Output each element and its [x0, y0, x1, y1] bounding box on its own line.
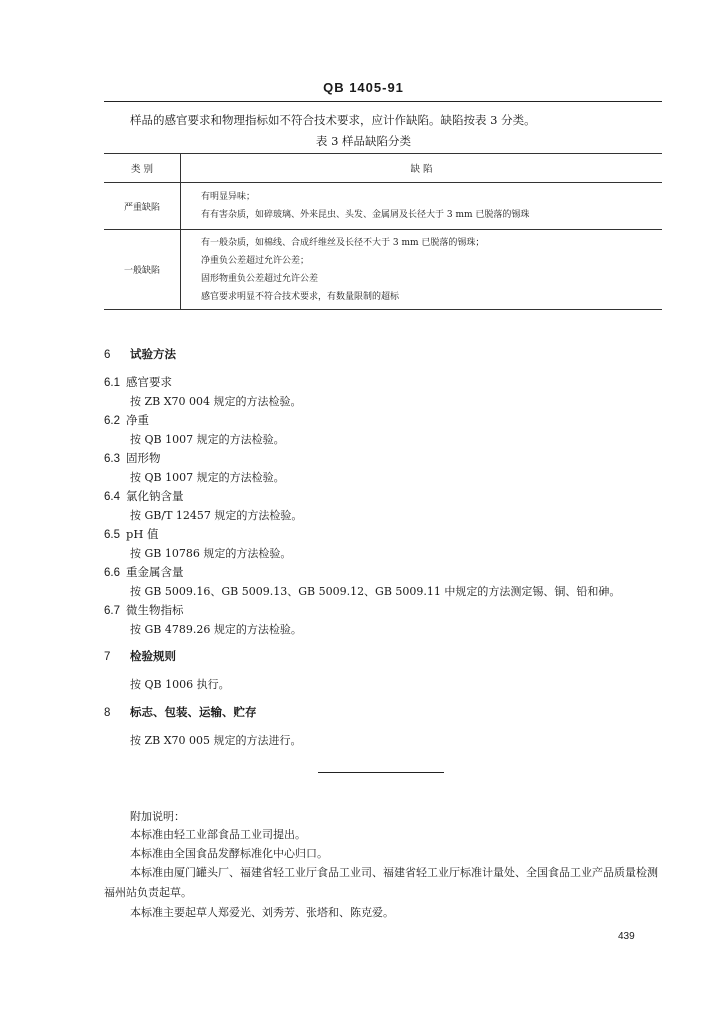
subsection-heading: 6.5 pH 值: [104, 527, 159, 541]
section-heading: 6 试验方法: [104, 347, 176, 361]
subsection-body: 按 GB 4789.26 规定的方法检验。: [130, 623, 302, 636]
standard-code-header: QB 1405-91: [323, 80, 404, 95]
intro-paragraph: 样品的感官要求和物理指标如不符合技术要求，应计作缺陷。缺陷按表 3 分类。: [130, 113, 536, 127]
defect-item: 有有害杂质，如碎玻璃、外来昆虫、头发、金属屑及长径大于 3 mm 已脱落的锡珠: [201, 210, 530, 220]
subsection-heading: 6.2 净重: [104, 413, 149, 427]
note-line: 本标准主要起草人郑爱光、刘秀芳、张塔和、陈克爱。: [130, 906, 394, 919]
subsection-body: 按 GB 5009.16、GB 5009.13、GB 5009.12、GB 5009.11 中规定的方法测定锡、铜、铅和砷。: [130, 585, 621, 598]
subsection-body: 按 QB 1007 规定的方法检验。: [130, 433, 285, 446]
subsection-body: 按 ZB X70 004 规定的方法检验。: [130, 395, 302, 408]
section-body: 按 QB 1006 执行。: [130, 678, 230, 691]
subsection-heading: 6.6 重金属含量: [104, 565, 184, 579]
subsection-body: 按 GB/T 12457 规定的方法检验。: [130, 509, 303, 522]
table-header-row: [104, 154, 662, 183]
note-line: 本标准由轻工业部食品工业司提出。: [130, 828, 306, 841]
notes-title: 附加说明：: [130, 810, 185, 823]
end-rule: [318, 772, 444, 773]
defect-item: 有一般杂质，如棉线、合成纤维丝及长径不大于 3 mm 已脱落的锡珠；: [201, 237, 485, 248]
defect-item: 固形物重负公差超过允许公差: [201, 273, 319, 284]
subsection-heading: 6.4 氯化钠含量: [104, 489, 184, 503]
subsection-body: 按 QB 1007 规定的方法检验。: [130, 471, 285, 484]
table-row: [104, 230, 662, 310]
table-row: [104, 183, 662, 230]
subsection-body: 按 GB 10786 规定的方法检验。: [130, 547, 292, 560]
table-caption: 表 3 样品缺陷分类: [315, 134, 412, 148]
row-defects: [181, 230, 663, 310]
header-defect: 缺 陷: [181, 154, 663, 183]
defect-item: 感官要求明显不符合技术要求，有数量限制的超标: [201, 291, 400, 302]
subsection-heading: 6.7 微生物指标: [104, 603, 184, 617]
section-heading: 7 检验规则: [104, 649, 176, 663]
header-category: 类 别: [104, 154, 181, 183]
section-heading: 8 标志、包装、运输、贮存: [104, 705, 257, 719]
header-rule: [104, 101, 662, 102]
defect-item: 净重负公差超过允许公差；: [201, 255, 310, 266]
row-defects: [181, 183, 663, 230]
row-category: 严重缺陷: [104, 183, 181, 230]
defect-classification-table: [104, 153, 662, 310]
note-line: 本标准由全国食品发酵标准化中心归口。: [130, 847, 328, 860]
subsection-heading: 6.3 固形物: [104, 451, 161, 465]
section-body: 按 ZB X70 005 规定的方法进行。: [130, 734, 302, 747]
defect-item: 有明显异味；: [201, 192, 256, 202]
row-category: 一般缺陷: [104, 230, 181, 310]
subsection-heading: 6.1 感官要求: [104, 375, 172, 389]
page-number: 439: [618, 931, 635, 942]
note-line: 本标准由厦门罐头厂、福建省轻工业厅食品工业司、福建省轻工业厅标准计量处、全国食品工业产品质量检测福州站负责起草。: [104, 866, 658, 899]
